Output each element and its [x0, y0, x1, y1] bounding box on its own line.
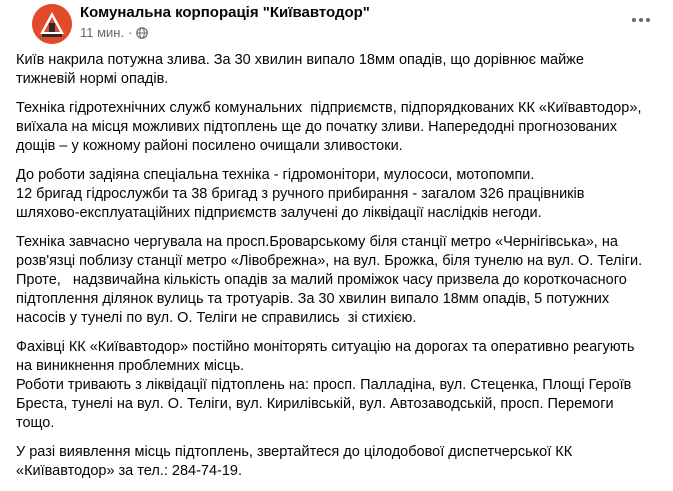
- post-text-line: Фахівці КК «Київавтодор» постійно моніторять ситуацію на дорогах та оперативно реагують: [16, 339, 635, 355]
- post-text-line: Проте, надзвичайна кількість опадів за малий проміжок часу призвела до короткочасного: [16, 272, 627, 288]
- post-text-line: У разі виявлення місць підтоплень, звертайтеся до цілодобової диспетчерської КК: [16, 444, 573, 460]
- post-text-line: Роботи тривають з ліквідації підтоплень на: просп. Палладіна, вул. Стеценка, Площі Героїв: [16, 377, 632, 393]
- post-paragraph: [16, 166, 666, 223]
- post-text-line: Бреста, тунелі на вул. О. Теліги, вул. Кирилівській, вул. Автозаводській, просп. Перемоги: [16, 396, 614, 412]
- post-meta: [80, 25, 148, 40]
- post-text-line: 12 бригад гідрослужби та 38 бригад з ручного прибирання - загалом 326 працівників: [16, 186, 585, 202]
- post-time[interactable]: 11 мин.: [80, 25, 125, 40]
- logo-avatar[interactable]: [32, 4, 72, 44]
- globe-icon[interactable]: [136, 27, 148, 39]
- post-paragraph: [16, 338, 666, 433]
- post-paragraph: [16, 233, 666, 328]
- post-text-line: розв'язці поблизу станції метро «Лівобрежна», на вул. Брожка, біля тунелю на вул. О. Теліги.: [16, 253, 643, 269]
- post-text-line: Київ накрила потужна злива. За 30 хвилин випало 18мм опадів, що дорівнює майже: [16, 52, 584, 68]
- more-horizontal-icon: [631, 17, 651, 23]
- post-text-line: шляхово-експлуатаційних підприємств залучені до ліквідації наслідків негоди.: [16, 205, 542, 221]
- post-text-line: Техніка гідротехнічних служб комунальних підприємств, підпорядкованих КК «Київавтодор»,: [16, 100, 642, 116]
- post-header: [16, 0, 673, 50]
- post-text-line: дощів – у кожному районі посилено очищали зливостоки.: [16, 138, 403, 154]
- post-text-line: на виникнення проблемних місць.: [16, 358, 245, 374]
- meta-separator: ·: [128, 25, 133, 40]
- logo-avatar-icon: [32, 4, 72, 44]
- post-text-line: До роботи задіяна спеціальна техніка - гідромонітори, мулососи, мотопомпи.: [16, 167, 535, 183]
- post-text-line: насосів у тунелі по вул. О. Теліги не справились зі стихією.: [16, 310, 417, 326]
- more-options-button[interactable]: [627, 8, 655, 32]
- page-name-link[interactable]: Комунальна корпорація "Київавтодор": [80, 4, 370, 21]
- post-text-line: підтоплення ділянок вулиць та тротуарів. За 30 хвилин випало 18мм опадів, 5 потужних: [16, 291, 610, 307]
- post-text-line: тощо.: [16, 415, 55, 431]
- post-paragraph: [16, 443, 666, 481]
- post-text-line: виїхала на місця можливих підтоплень ще до початку зливи. Напередодні прогнозованих: [16, 119, 618, 135]
- post-text-line: Техніка завчасно чергувала на просп.Броварському біля станції метро «Чернігівська», на: [16, 234, 618, 250]
- post-body: [16, 51, 666, 491]
- post-paragraph: [16, 51, 666, 89]
- post-paragraph: [16, 99, 666, 156]
- post-text-line: «Київавтодор» за тел.: 284-74-19.: [16, 463, 243, 479]
- post-text-line: тижневій нормі опадів.: [16, 71, 169, 87]
